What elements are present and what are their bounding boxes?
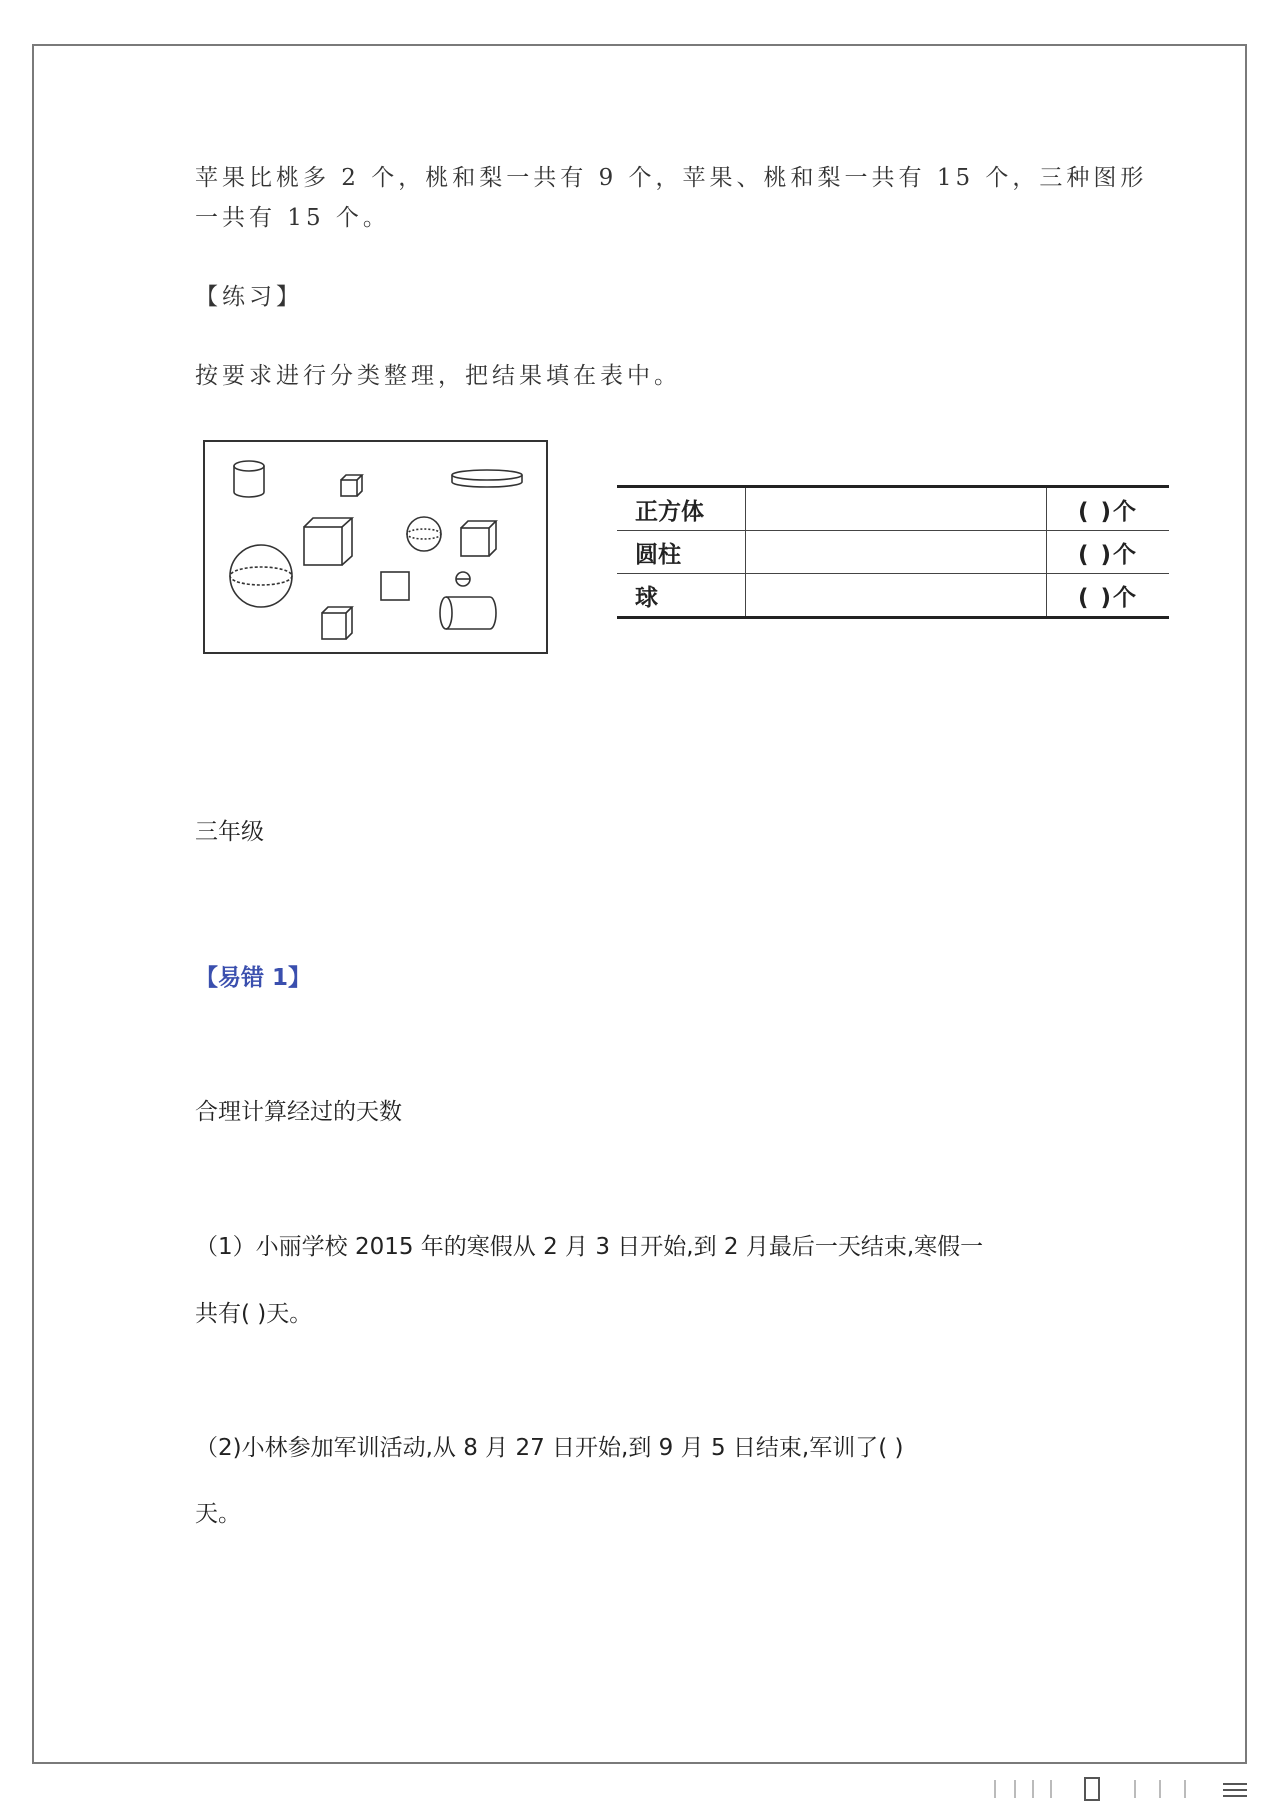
question-1-line-2: 共有( )天。	[195, 1301, 313, 1327]
cube-shape	[381, 572, 409, 600]
row-label: 球	[617, 574, 746, 618]
table-row	[617, 531, 1169, 574]
practice-instruction: 按要求进行分类整理，把结果填在表中。	[195, 363, 681, 389]
sphere-shape	[456, 572, 470, 586]
tally-cell[interactable]	[746, 487, 1047, 531]
question-1-line-1: （1）小丽学校 2015 年的寒假从 2 月 3 日开始,到 2 月最后一天结束,寒假一	[195, 1234, 984, 1260]
topic-title: 合理计算经过的天数	[195, 1099, 402, 1125]
sphere-shape	[230, 545, 292, 607]
shapes-figure	[203, 440, 548, 654]
sphere-shape	[407, 517, 441, 551]
tally-cell[interactable]	[746, 574, 1047, 618]
page-edge-toolbar	[985, 1776, 1255, 1802]
count-cell[interactable]: ( )个	[1047, 574, 1170, 618]
question-2-line-2: 天。	[195, 1501, 241, 1527]
table-row	[617, 574, 1169, 618]
practice-heading: 【练习】	[195, 284, 303, 310]
row-label: 圆柱	[617, 531, 746, 574]
row-label: 正方体	[617, 487, 746, 531]
table-row	[617, 487, 1169, 531]
cylinder-shape	[440, 597, 496, 629]
cube-shape	[341, 475, 362, 496]
cube-shape	[304, 518, 352, 565]
cube-shape	[461, 521, 496, 556]
cylinder-shape	[452, 470, 522, 487]
count-cell[interactable]: ( )个	[1077, 498, 1139, 525]
count-cell[interactable]: ( )个	[1047, 531, 1170, 574]
intro-line-1: 苹果比桃多 2 个，桃和梨一共有 9 个，苹果、桃和梨一共有 15 个，三种图形	[195, 165, 1148, 191]
mistake-heading: 【易错 1】	[195, 965, 312, 991]
cylinder-shape	[234, 461, 264, 497]
intro-line-2: 一共有 15 个。	[195, 205, 390, 231]
question-2-line-1: （2)小林参加军训活动,从 8 月 27 日开始,到 9 月 5 日结束,军训了( )	[195, 1435, 904, 1461]
tally-table	[617, 485, 1169, 619]
tally-cell[interactable]	[746, 531, 1047, 574]
page-marker-icon	[1085, 1778, 1099, 1800]
grade-title: 三年级	[195, 819, 264, 845]
cube-shape	[322, 607, 352, 639]
